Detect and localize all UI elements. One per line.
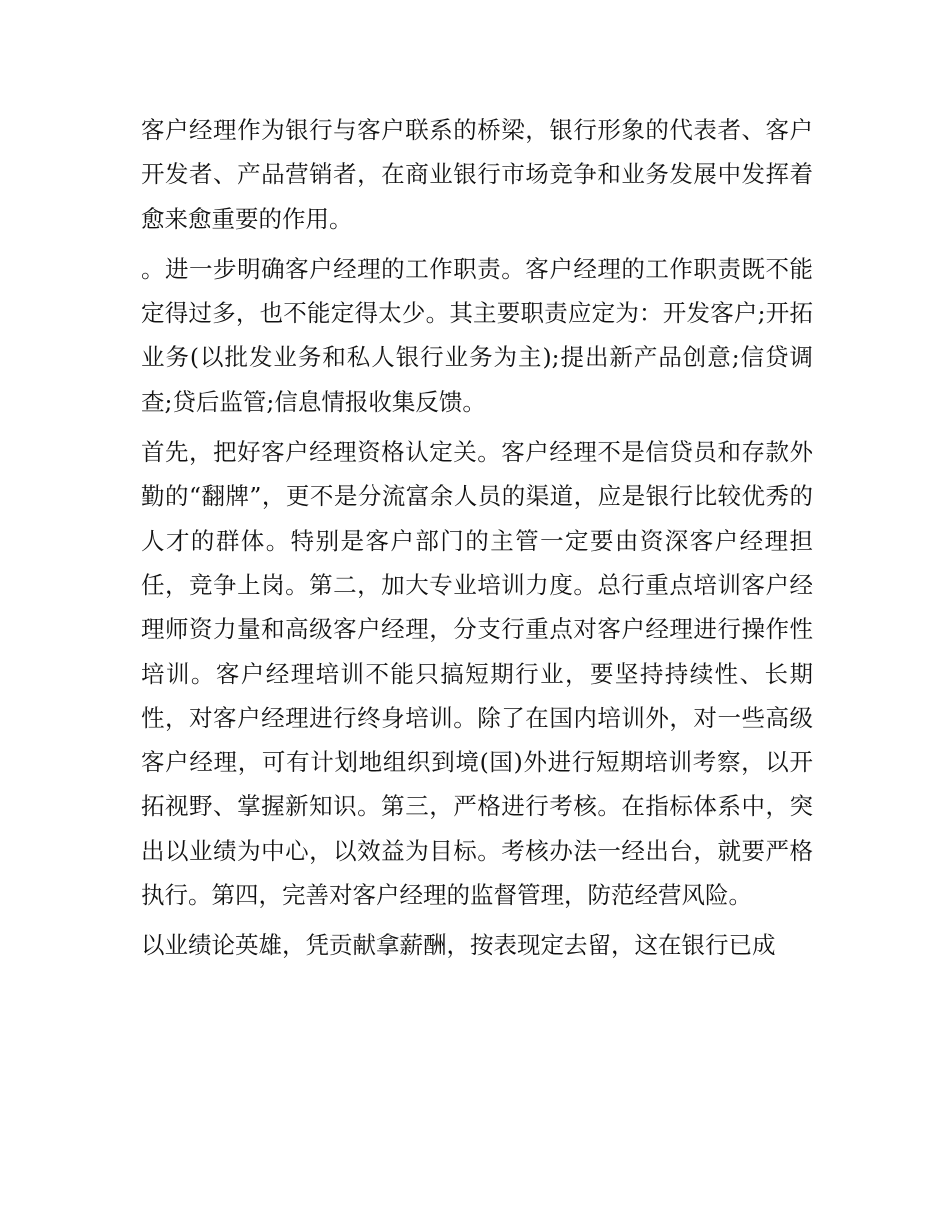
paragraph-qualification-training: 首先，把好客户经理资格认定关。客户经理不是信贷员和存款外勤的“翻牌”，更不是分流富余人员的渠道，应是银行比较优秀的人才的群体。特别是客户部门的主管一定要由资深客户经理担任，竞争上岗。第二，加大专业培训力度。总行重点培训客户经理师资力量和高级客户经理，分支行重点对客户经理进行操作性培训。客户经理培训不能只搞短期行业，要坚持持续性、长期性，对客户经理进行终身培训。除了在国内培训外，对一些高级客户经理，可有计划地组织到境(国)外进行短期培训考察，以开拓视野、掌握新知识。第三，严格进行考核。在指标体系中，突出以业绩为中心，以效益为目标。考核办法一经出台，就要严格执行。第四，完善对客户经理的监督管理，防范经营风险。 [141, 438, 813, 910]
document-body [141, 108, 813, 974]
paragraph-performance-pay: 以业绩论英雄，凭贡献拿薪酬，按表现定去留，这在银行已成 [141, 931, 776, 960]
paragraph-job-duties: 。进一步明确客户经理的工作职责。客户经理的工作职责既不能定得过多，也不能定得太少。其主要职责应定为：开发客户;开拓业务(以批发业务和私人银行业务为主);提出新产品创意;信贷调查;贷后监管;信息情报收集反馈。 [141, 254, 813, 416]
paragraph-customer-manager-role: 客户经理作为银行与客户联系的桥梁，银行形象的代表者、客户开发者、产品营销者，在商业银行市场竞争和业务发展中发挥着愈来愈重要的作用。 [141, 116, 813, 233]
